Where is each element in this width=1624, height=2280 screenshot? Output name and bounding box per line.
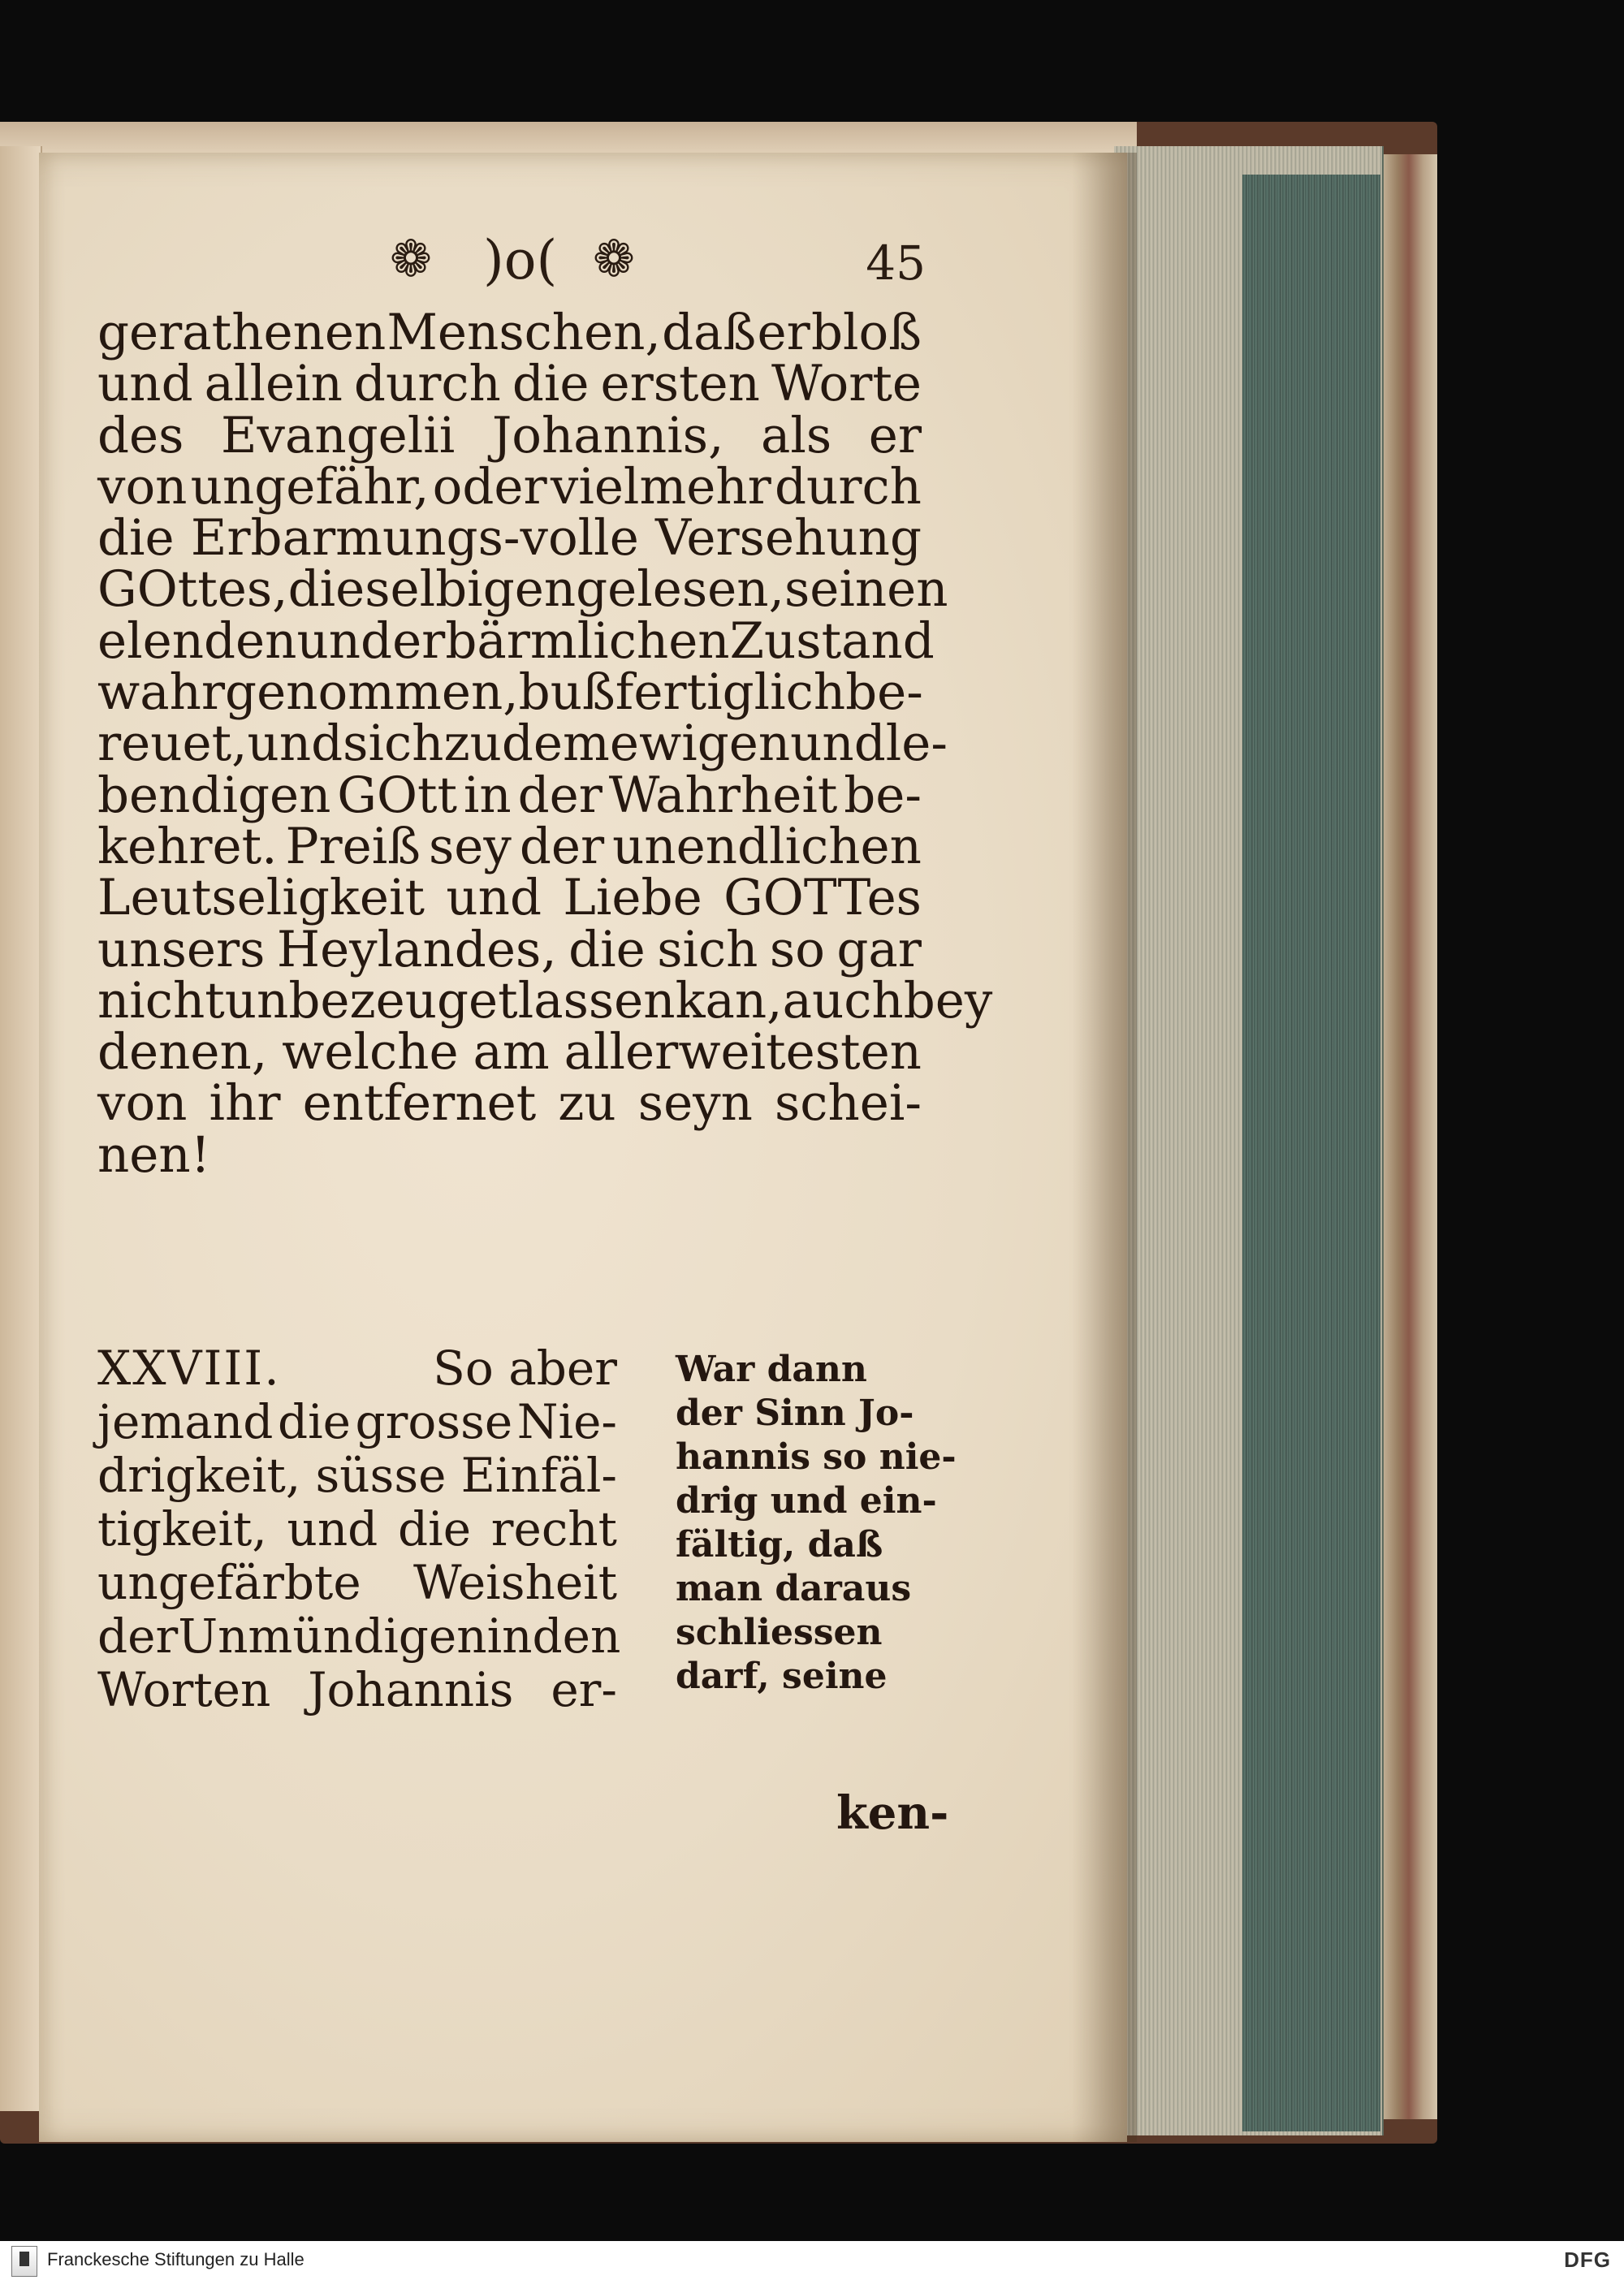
text-line: tigkeit, und die recht	[97, 1501, 617, 1557]
text-line: von ihr entfernet zu seyn schei-	[97, 1074, 922, 1133]
page-block-shadow	[1242, 175, 1380, 2131]
text-line: Leutseligkeit und Liebe GOTTes	[97, 869, 922, 927]
text-line: GOttes, dieselbigen gelesen, seinen	[97, 560, 948, 619]
text-line: nen!	[97, 1125, 211, 1184]
page-header	[390, 229, 958, 294]
text-line: elenden und erbärmlichen Zustand	[97, 611, 935, 670]
text-line: gerathenen Menschen, daß er bloß	[97, 304, 922, 361]
marginal-note	[676, 1348, 957, 1699]
marginal-line: drig und ein-	[676, 1480, 937, 1522]
text-line: ungefärbte Weisheit	[97, 1555, 617, 1610]
viewer-footer	[0, 2241, 1624, 2280]
marginal-line: darf, seine	[676, 1656, 888, 1697]
text-line: wahrgenommen, bußfertiglich be-	[97, 663, 923, 722]
text-line: der Unmündigen in den	[97, 1609, 621, 1664]
section-heading-line	[97, 1341, 617, 1395]
section-text-block	[97, 1341, 621, 1717]
institution-name: Franckesche Stiftungen zu Halle	[47, 2249, 304, 2269]
text-line: und allein durch die ersten Worte	[97, 355, 922, 413]
text-line: jemand die grosse Nie-	[97, 1394, 617, 1449]
text-line: Worten Johannis er-	[97, 1662, 617, 1717]
marginal-line: der Sinn Jo-	[676, 1393, 914, 1434]
section-numeral: XXVIII.	[97, 1341, 281, 1396]
text-line: So aber	[433, 1341, 617, 1396]
page-number: 45	[866, 235, 926, 291]
ornament-right-icon: ❁	[593, 229, 635, 288]
marginal-line: fältig, daß	[676, 1524, 883, 1565]
text-line: denen, welche am allerweitesten	[97, 1023, 922, 1082]
dfg-logo: DFG	[1564, 2248, 1611, 2272]
text-line: bendigen GOtt in der Wahrheit be-	[97, 766, 922, 824]
marginal-line: man daraus	[676, 1568, 912, 1609]
ornament-left-icon: ❁	[390, 229, 432, 288]
marginal-line: War dann	[676, 1349, 867, 1390]
institution-logo-icon	[11, 2246, 37, 2277]
text-line: die Erbarmungs-volle Versehung	[97, 509, 922, 568]
catchword: ken-	[836, 1786, 949, 1840]
ornament-center: )o(	[483, 229, 558, 291]
text-line: reuet,und sich zu dem ewigen und le-	[97, 715, 948, 773]
marginal-line: schliessen	[676, 1612, 883, 1653]
text-line: des Evangelii Johannis, als er	[97, 406, 922, 464]
text-line: kehret. Preiß sey der unendlichen	[97, 817, 922, 875]
main-text-block	[97, 304, 993, 1184]
text-line: von ungefähr, oder vielmehr durch	[97, 457, 922, 516]
page-gutter-shadow	[1072, 153, 1137, 2142]
marginal-line: hannis so nie-	[676, 1436, 957, 1478]
binding-spine	[1380, 154, 1437, 2119]
facing-page-edge	[0, 146, 42, 2111]
text-line: drigkeit, süsse Einfäl-	[97, 1448, 617, 1503]
text-line: unsers Heylandes, die sich so gar	[97, 920, 922, 978]
text-line: nicht unbezeuget lassen kan, auch bey	[97, 971, 993, 1030]
